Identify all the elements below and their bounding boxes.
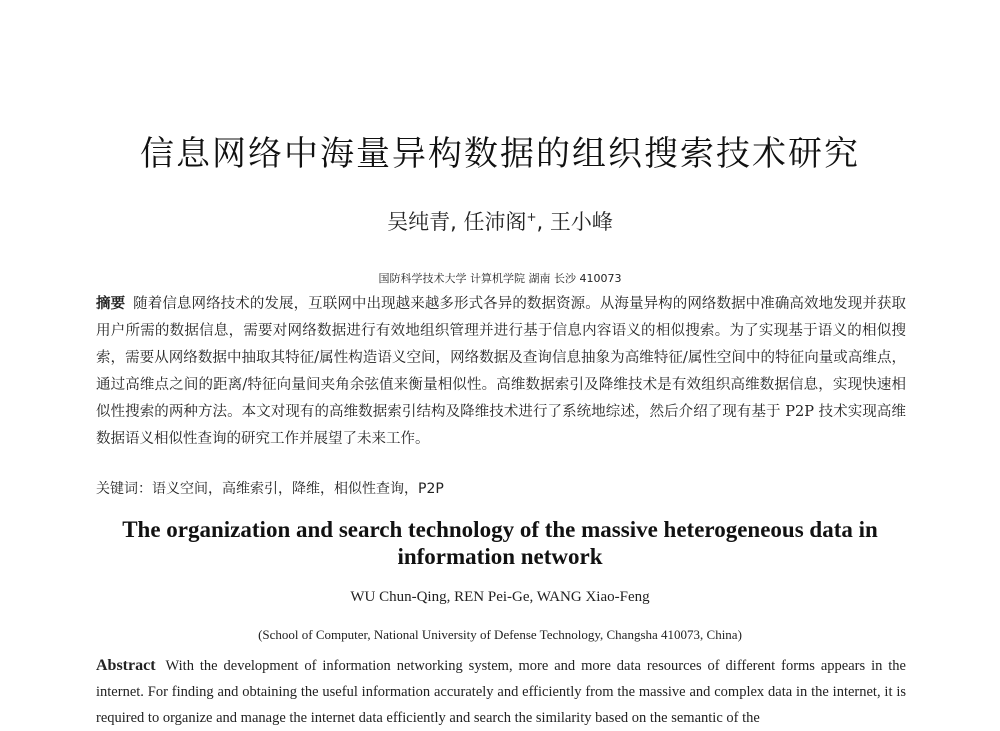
authors-english: WU Chun-Qing, REN Pei-Ge, WANG Xiao-Feng <box>350 589 650 605</box>
title-english: The organization and search technology of the massive heterogeneous data in information network <box>122 517 878 569</box>
affiliation-chinese: 国防科学技术大学 计算机学院 湖南 长沙 410073 <box>378 272 622 285</box>
authors-chinese-tail: , 王小峰 <box>536 210 613 234</box>
keywords-chinese: 关键词：语义空间，高维索引，降维，相似性查询，P2P <box>96 481 444 497</box>
abstract-chinese <box>96 291 906 453</box>
abstract-english <box>96 653 906 731</box>
title-chinese: 信息网络中海量异构数据的组织搜索技术研究 <box>140 134 860 174</box>
abstract-english-label: Abstract <box>96 657 156 674</box>
authors-chinese-main: 吴纯青, 任沛阁 <box>387 210 527 234</box>
abstract-english-text: With the development of information networking system, more and more data resources of different forms appears in the internet. For finding and obtaining the useful information accurately and efficiently from the massive and complex data in the internet, it is required to organize and manage the internet data efficiently and search the similarity based on the semantic of the <box>96 658 906 726</box>
abstract-chinese-label: 摘要 <box>96 296 126 312</box>
corresponding-author-mark: + <box>526 210 537 224</box>
abstract-chinese-text: 随着信息网络技术的发展，互联网中出现越来越多形式各异的数据资源。从海量异构的网络数据中准确高效地发现并获取用户所需的数据信息，需要对网络数据进行有效地组织管理并进行基于信息内容语义的相似搜索。为了实现基于语义的相似搜索，需要从网络数据中抽取其特征/属性构造语义空间，网络数据及查询信息抽象为高维特征/属性空间中的特征向量或高维点，通过高维点之间的距离/特征向量间夹角余弦值来衡量相似性。高维数据索引及降维技术是有效组织高维数据信息，实现快速相似性搜索的两种方法。本文对现有的高维数据索引结构及降维技术进行了系统地综述，然后介绍了现有基于 P2P 技术实现高维数据语义相似性查询的研究工作并展望了未来工作。 <box>96 296 907 447</box>
authors-chinese <box>0 206 1000 236</box>
affiliation-english: (School of Computer, National University of Defense Technology, Changsha 410073, China) <box>258 627 742 642</box>
